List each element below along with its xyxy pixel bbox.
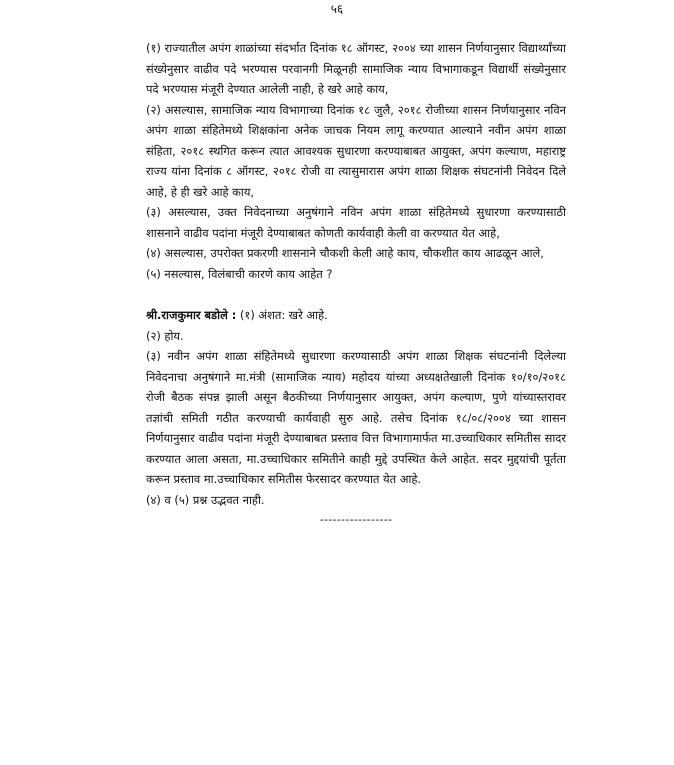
question-1: (१) राज्यातील अपंग शाळांच्या संदर्भात दिनांक १८ ऑगस्ट, २००४ च्या शासन निर्णयानुसार विद्यार्थ्यांच्या संख्येनुसार वाढीव पदे भरण्यास परवानगी मिळूनही सामाजिक न्याय विभागाकडून विद्यार्थी संख्येनुसार पदे भरण्यास मंजूरी देण्यात आलेली नाही, हे खरे आहे काय, <box>146 41 566 96</box>
page-number: ५६ <box>330 2 344 16</box>
answer-lead <box>146 305 566 326</box>
section-gap <box>146 284 566 305</box>
answer-3: (३) नवीन अपंग शाळा संहितेमध्ये सुधारणा करण्यासाठी अपंग शाळा शिक्षक संघटनांनी दिलेल्या निवेदनाचा अनुषंगाने मा.मंत्री (सामाजिक न्याय) महोदय यांच्या अध्यक्षतेखाली दिनांक १०/१०/२०१८ रोजी बैठक संपन्न झाली असून बैठकीच्या निर्णयानुसार आयुक्त, अपंग कल्याण, पुणे यांच्यास्तरावर तज्ञांची समिती गठीत करण्याची कार्यवाही सुरु आहे. तसेच दिनांक १८/०८/२००४ च्या शासन निर्णयानुसार वाढीव पदांना मंजूरी देण्याबाबत प्रस्ताव वित्त विभागामार्फत मा.उच्चाधिकार समितीस सादर करण्यात आला असता, मा.उच्चाधिकार समितीने काही मुद्दे उपस्थित केले आहेत. सदर मुद्दयांची पूर्तता करून प्रस्ताव मा.उच्चाधिकार समितीस फेरसादर करण्यात येत आहे. <box>146 349 566 486</box>
questions-section <box>146 38 566 284</box>
question-2: (२) असल्यास, सामाजिक न्याय विभागाच्या दिनांक १८ जुलै, २०१८ रोजीच्या शासन निर्णयानुसार नविन अपंग शाळा संहितेमध्ये शिक्षकांना अनेक जाचक नियम लागू करण्यात आल्याने नवीन अपंग शाळा संहिता, २०१८ स्थगित करून त्यात आवश्यक सुधारणा करण्याबाबत आयुक्त, अपंग कल्याण, महाराष्ट्र राज्य यांना दिनांक ८ ऑगस्ट, २०१८ रोजी वा त्यासुमारास अपंग शाळा शिक्षक संघटनांनी निवेदन दिले आहे, हे ही खरे आहे काय, <box>146 102 566 199</box>
document-body <box>146 38 566 526</box>
answer-2: (२) होय. <box>146 328 184 343</box>
question-5: (५) नसल्यास, विलंबाची कारणे काय आहेत ? <box>146 266 333 281</box>
answer-speaker: श्री.राजकुमार बडोले : <box>146 308 237 322</box>
answer-section <box>146 305 566 510</box>
answer-4-5: (४) व (५) प्रश्न उद्भवत नाही. <box>146 492 265 507</box>
answer-1: (१) अंशत: खरे आहे. <box>239 308 328 322</box>
end-separator: ----------------- <box>319 513 393 526</box>
question-3: (३) असल्यास, उक्त निवेदनाच्या अनुषंगाने नविन अपंग शाळा संहितेमध्ये सुधारणा करण्यासाठी शासनाने वाढीव पदांना मंजूरी देण्याबाबत कोणती कार्यवाही केली वा करण्यात येत आहे, <box>146 205 566 240</box>
question-4: (४) असल्यास, उपरोक्त प्रकरणी शासनाने चौकशी केली आहे काय, चौकशीत काय आढळून आले, <box>146 246 544 260</box>
